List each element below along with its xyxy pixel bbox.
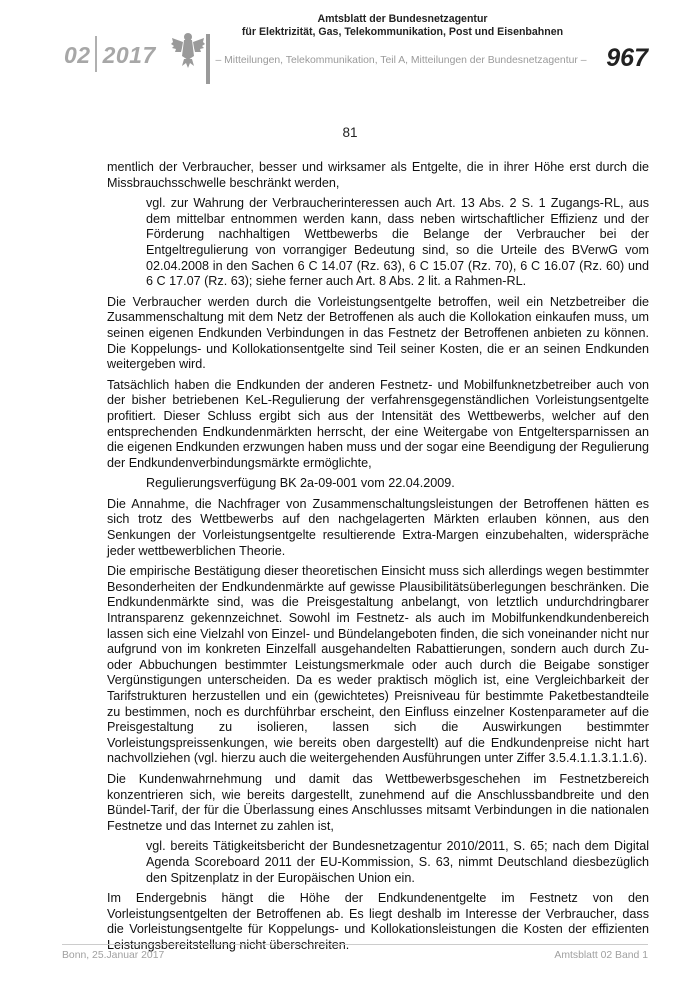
header-divider-bar <box>206 34 210 84</box>
issue-label <box>64 42 156 72</box>
issue-divider <box>95 36 97 72</box>
issue-year: 2017 <box>102 42 156 69</box>
paragraph: mentlich der Verbraucher, besser und wirksamer als Entgelte, die in ihrer Höhe erst durch die Missbrauchsschwelle beschränkt werden, <box>107 160 649 190</box>
paragraph: Die Kundenwahrnehmung und damit das Wettbewerbsgeschehen im Festnetzbereich konzentrieren sich, wie bereits dargestellt, zunehmend auf die Anschlussbandbreite und den Bündel-Tarif, der für die Überlassung eines Anschlusses mitsamt Verbindungen in die nationalen Festnetze und das Internet zu zahlen ist, <box>107 771 649 833</box>
issue-number: 02 <box>64 42 91 69</box>
quote-paragraph: vgl. bereits Tätigkeitsbericht der Bundesnetzagentur 2010/2011, S. 65; nach dem Digital Agenda Scoreboard 2011 der EU-Kommission, S. 63, nimmt Deutschland diesbezüglich den Spitzenplatz in der Europäischen Union ein. <box>146 839 649 885</box>
quote-paragraph: Regulierungsverfügung BK 2a-09-001 vom 22.04.2009. <box>146 476 455 491</box>
publication-subtitle: – Mitteilungen, Telekommunikation, Teil A, Mitteilungen der Bundesnetzagentur – <box>215 55 587 66</box>
paragraph: Die empirische Bestätigung dieser theoretischen Einsicht muss sich allerdings wegen bestimmter Besonderheiten der Endkundenmärkte auf gewisse Plausibilitätsüberlegungen beschränken. Die Endkundenmärkte sind, was die Preisgestaltung anbelangt, von letztlich undurchdringbarer Intransparenz gekennzeichnet. Sowohl im Festnetz- als auch im Mobilfunkendkundenbereich lassen sich eine Vielzahl von Einzel- und Bündelangeboten finden, die sich voneinander nicht nur aufgrund von im konkreten Einzelfall ausgehandelten Rabattierungen, sondern auch durch Zu- oder Abbuchungen bestimmter Leistungsmerkmale oder auch durch die Beigabe sonstiger Vergünstigungen unterscheiden. Da es weder praktisch möglich ist, eine Vergleichbarkeit der Tarifstrukturen herzustellen und ein (gewichtetes) Preisniveau für bestimmte Paketbestandteile zu bestimmen, noch es durchführbar erscheint, den Einfluss einzelner Kostenparameter auf die Preisgestaltung zu isolieren, lassen sich die Auswirkungen bestimmter Vorleistungspreissenkungen, wie bereits oben dargestellt) auf die Endkundenpreise nicht hart nachvollziehen (vgl. hierzu auch die weitergehenden Ausführungen unter Ziffer 3.5.4.1.1.3.1.1.6). <box>107 564 649 766</box>
quote-paragraph: vgl. zur Wahrung der Verbraucherinteressen auch Art. 13 Abs. 2 S. 1 Zugangs-RL, aus dem mittelbar entnommen werden kann, dass neben wirtschaftlicher Effizienz und der Förderung nachhaltigen Wettbewerbs die Belange der Verbraucher bei der Entgeltregulierung von vorrangiger Bedeutung sind, so die Urteile des BVerwG vom 02.04.2008 in den Sachen 6 C 14.07 (Rz. 63), 6 C 15.07 (Rz. 70), 6 C 16.07 (Rz. 60) und 6 C 17.07 (Rz. 63); siehe ferner auch Art. 8 Abs. 2 lit. a Rahmen-RL. <box>146 196 649 289</box>
title-line-2: für Elektrizität, Gas, Telekommunikation, Post und Eisenbahnen <box>241 25 564 38</box>
paragraph: Im Endergebnis hängt die Höhe der Endkundenentgelte im Festnetz von den Vorleistungsentgelten der Betroffenen ab. Es liegt deshalb im Interesse der Verbraucher, dass die Vorleistungsentgelte für Koppelungs- und Kollokationsleistungen die Kosten der effizienten <box>107 891 649 937</box>
paragraph: Die Annahme, die Nachfrager von Zusammenschaltungsleistungen der Betroffenen hätten es sich trotz des Wettbewerbs auf den nachgelagerten Märkten erlauben können, aus den Senkungen der Vorleistungsentgelte resultierende Extra-Margen einzubehalten, widerspräche jeder wettbewerblichen Theorie. <box>107 496 649 558</box>
paragraph: Tatsächlich haben die Endkunden der anderen Festnetz- und Mobilfunknetzbetreiber auch von der bisher betriebenen KeL-Regulierung der verfahrensgegenständlichen Vorleistungsentgelte profitiert. Dieser Schluss ergibt sich aus der Intensität des Wettbewerbs, welcher auf den entsprechenden Endkundenmärkten herrscht, der eine Weitergabe von Entgeltersparnissen an die eigenen Endkunden erzwungen haben muss und der sogar eine Beendigung der Regulierung der Endkundenverbindungsmärkte ermöglichte, <box>107 377 649 470</box>
publication-title <box>215 13 590 38</box>
footer-divider <box>62 944 648 945</box>
document-body <box>107 160 649 959</box>
paragraph: Die Verbraucher werden durch die Vorleistungsentgelte betroffen, weil ein Netzbetreiber die Zusammenschaltung mit dem Netz der Betroffenen als auch die Kollokation einkaufen muss, um seinen eigenen Endkunden Verbindungen in das Festnetz der Betroffenen anbieten zu können. Die Koppelungs- und Kollokationsentgelte sind Teil seiner Kosten, die er an seinen Endkunden weitergeben wird. <box>107 294 649 372</box>
federal-eagle-icon <box>170 30 206 70</box>
footer-date: Bonn, 25.Januar 2017 <box>62 950 165 961</box>
title-line-1: Amtsblatt der Bundesnetzagentur <box>317 13 488 25</box>
page-number: 967 <box>606 44 648 72</box>
inner-page-number: 81 <box>342 125 358 140</box>
footer-volume: Amtsblatt 02 Band 1 <box>554 950 648 961</box>
